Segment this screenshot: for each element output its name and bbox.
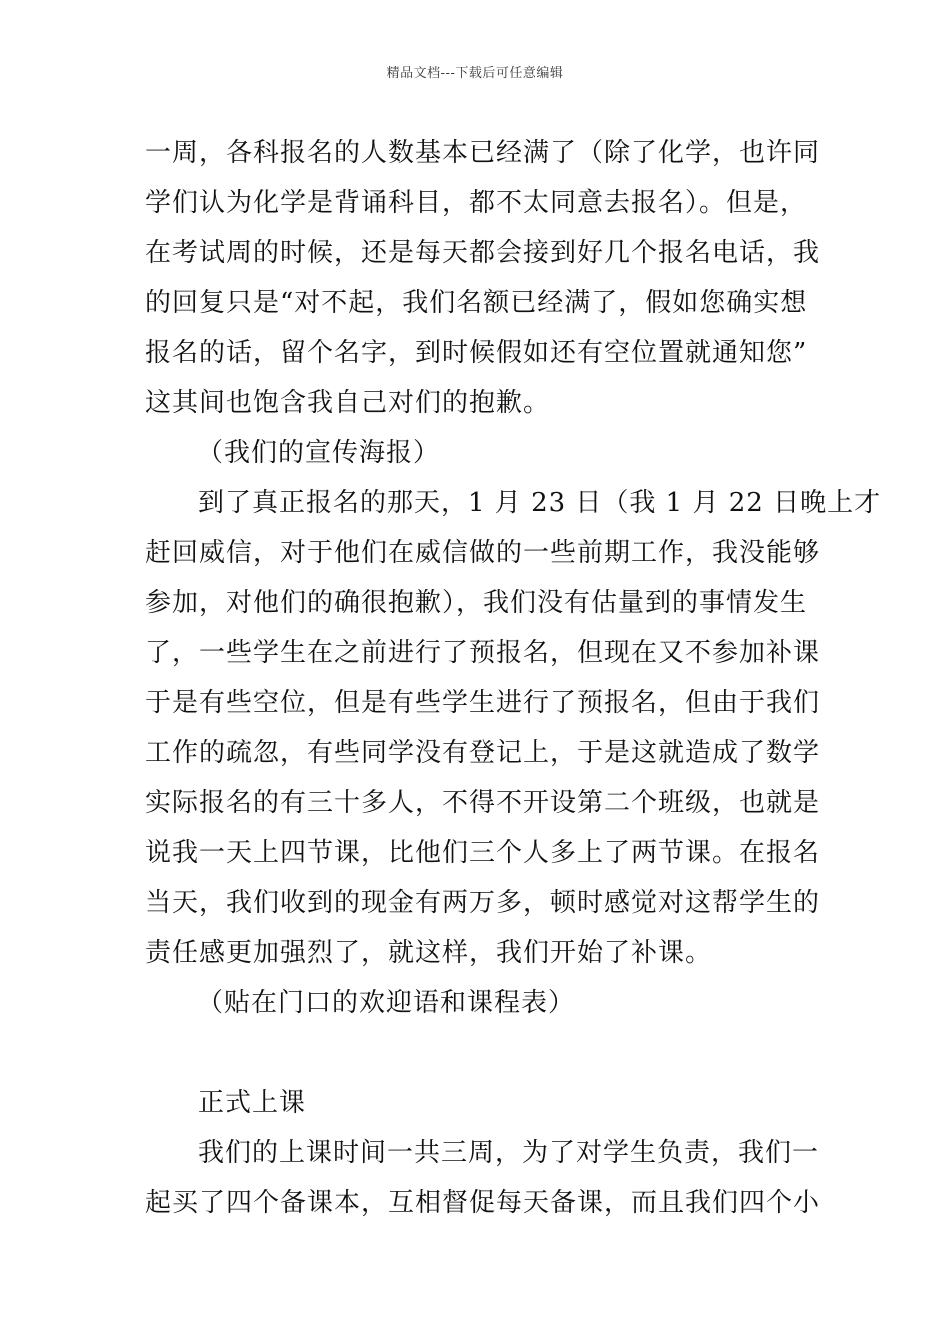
section-heading: 正式上课 bbox=[198, 1088, 307, 1118]
text-line: 实际报名的有三十多人，不得不开设第二个班级，也就是 bbox=[145, 788, 821, 818]
text-line: 了，一些学生在之前进行了预报名，但现在又不参加补课 bbox=[145, 638, 821, 668]
text-line: 责任感更加强烈了，就这样，我们开始了补课。 bbox=[145, 938, 713, 968]
text-line: 到了真正报名的那天，1 月 23 日（我 1 月 22 日晚上才 bbox=[198, 488, 882, 518]
text-line: 于是有些空位，但是有些学生进行了预报名，但由于我们 bbox=[145, 688, 821, 718]
text-line: 说我一天上四节课，比他们三个人多上了两节课。在报名 bbox=[145, 838, 821, 868]
page-header: 精品文档---下载后可任意编辑 bbox=[386, 66, 564, 81]
text-line: 学们认为化学是背诵科目，都不太同意去报名）。但是， bbox=[145, 188, 808, 218]
blank-line bbox=[145, 1028, 810, 1078]
text-line: 的回复只是“对不起，我们名额已经满了，假如您确实想 bbox=[145, 288, 808, 318]
image-caption-poster: （我们的宣传海报） bbox=[197, 438, 441, 468]
document-body bbox=[145, 128, 882, 1228]
text-line: 工作的疏忽，有些同学没有登记上，于是这就造成了数学 bbox=[145, 738, 821, 768]
text-line: 我们的上课时间一共三周，为了对学生负责，我们一 bbox=[198, 1138, 820, 1168]
text-line: 当天，我们收到的现金有两万多，顿时感觉对这帮学生的 bbox=[145, 888, 821, 918]
text-line: 起买了四个备课本，互相督促每天备课，而且我们四个小 bbox=[145, 1188, 821, 1218]
text-line: 在考试周的时候，还是每天都会接到好几个报名电话，我 bbox=[145, 238, 821, 268]
text-line: 一周，各科报名的人数基本已经满了（除了化学，也许同 bbox=[145, 138, 821, 168]
text-line: 这其间也饱含我自己对们的抱歉。 bbox=[145, 388, 551, 418]
text-line: 赶回威信，对于他们在威信做的一些前期工作，我没能够 bbox=[145, 538, 821, 568]
text-line: 参加，对他们的确很抱歉），我们没有估量到的事情发生 bbox=[145, 588, 808, 618]
text-line: 报名的话，留个名字，到时候假如还有空位置就通知您” bbox=[145, 338, 808, 368]
image-caption-welcome: （贴在门口的欢迎语和课程表） bbox=[197, 988, 576, 1018]
